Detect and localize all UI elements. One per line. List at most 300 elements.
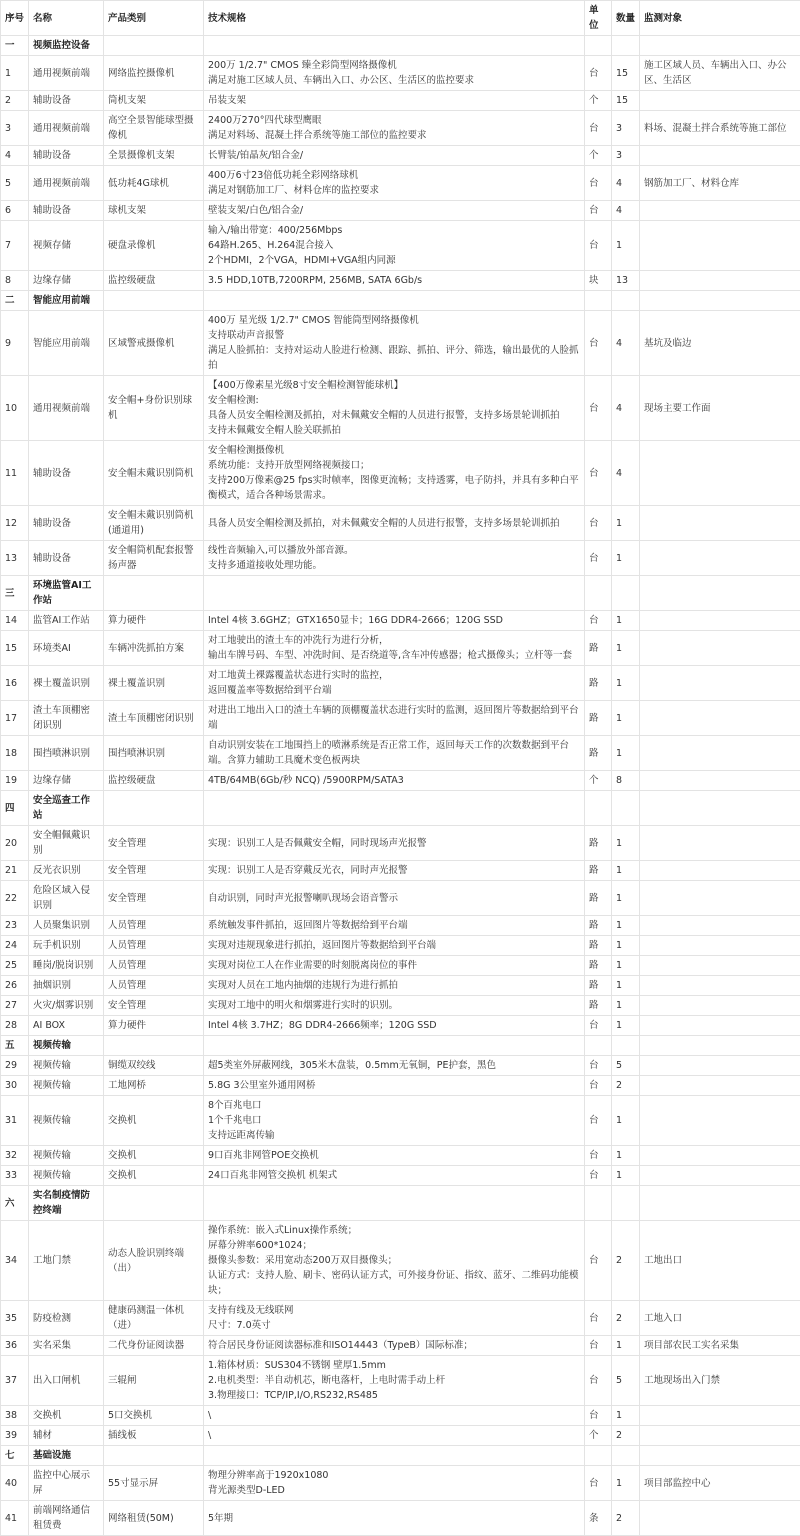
- item-unit: 路: [585, 666, 612, 701]
- spec-line: 摄像头参数：采用宽动态200万双目摄像头；: [208, 1253, 580, 1268]
- spec-line: 安全帽检测摄像机: [208, 443, 580, 458]
- item-category: 人员管理: [104, 956, 204, 976]
- table-row: [1, 1076, 800, 1096]
- item-name: 通用视频前端: [29, 56, 104, 91]
- item-name: 人员聚集识别: [29, 916, 104, 936]
- table-row: [1, 1146, 800, 1166]
- item-quantity: 3: [612, 111, 640, 146]
- item-unit: 台: [585, 506, 612, 541]
- section-number: 三: [1, 576, 29, 611]
- item-name: 渣土车顶棚密闭识别: [29, 701, 104, 736]
- item-quantity: 1: [612, 541, 640, 576]
- item-monitoring-target: [640, 861, 800, 881]
- item-unit: 台: [585, 111, 612, 146]
- table-row: [1, 736, 800, 771]
- item-number: 40: [1, 1466, 29, 1501]
- item-name: 通用视频前端: [29, 166, 104, 201]
- header-name: 名称: [29, 1, 104, 36]
- item-unit: 台: [585, 441, 612, 506]
- item-monitoring-target: 施工区域人员、车辆出入口、办公区、生活区: [640, 56, 800, 91]
- spec-line: 满足对料场、混凝土拌合系统等施工部位的监控要求: [208, 128, 580, 143]
- spec-line: 3.5 HDD,10TB,7200RPM, 256MB, SATA 6Gb/s: [208, 273, 580, 288]
- item-number: 27: [1, 996, 29, 1016]
- empty-cell: [204, 1036, 585, 1056]
- item-number: 1: [1, 56, 29, 91]
- item-spec: [204, 1301, 585, 1336]
- spec-line: 屏幕分辨率600*1024；: [208, 1238, 580, 1253]
- item-monitoring-target: [640, 771, 800, 791]
- item-quantity: 1: [612, 631, 640, 666]
- item-spec: [204, 701, 585, 736]
- table-row: [1, 976, 800, 996]
- item-spec: [204, 611, 585, 631]
- item-name: 睡岗/脱岗识别: [29, 956, 104, 976]
- item-category: 球机支架: [104, 201, 204, 221]
- section-title: 基础设施: [29, 1446, 104, 1466]
- item-number: 12: [1, 506, 29, 541]
- item-monitoring-target: [640, 1096, 800, 1146]
- item-name: 防疫检测: [29, 1301, 104, 1336]
- item-category: 健康码测温一体机（进）: [104, 1301, 204, 1336]
- empty-cell: [585, 291, 612, 311]
- spec-line: 长臂装/铂晶灰/铝合金/: [208, 148, 580, 163]
- item-number: 32: [1, 1146, 29, 1166]
- item-number: 38: [1, 1406, 29, 1426]
- item-category: 监控级硬盘: [104, 771, 204, 791]
- item-number: 5: [1, 166, 29, 201]
- item-number: 33: [1, 1166, 29, 1186]
- item-quantity: 4: [612, 441, 640, 506]
- item-unit: 台: [585, 376, 612, 441]
- spec-line: 对工地黄土裸露覆盖状态进行实时的监控，: [208, 668, 580, 683]
- item-category: 安全管理: [104, 996, 204, 1016]
- table-row: [1, 91, 800, 111]
- header-category: 产品类别: [104, 1, 204, 36]
- item-spec: [204, 56, 585, 91]
- item-category: 算力硬件: [104, 1016, 204, 1036]
- item-category: 安全管理: [104, 826, 204, 861]
- item-quantity: 5: [612, 1356, 640, 1406]
- item-name: 监控中心展示屏: [29, 1466, 104, 1501]
- section-number: 一: [1, 36, 29, 56]
- item-quantity: 15: [612, 56, 640, 91]
- table-header-row: [1, 1, 800, 36]
- spec-line: 支持联动声音报警: [208, 328, 580, 343]
- item-quantity: 15: [612, 91, 640, 111]
- item-number: 24: [1, 936, 29, 956]
- table-row: [1, 996, 800, 1016]
- item-unit: 路: [585, 736, 612, 771]
- table-row: [1, 1466, 800, 1501]
- empty-cell: [585, 791, 612, 826]
- item-unit: 路: [585, 701, 612, 736]
- empty-cell: [612, 291, 640, 311]
- spec-line: 具备人员安全帽检测及抓拍，对未佩戴安全帽的人员进行报警，支持多场景轮训抓拍: [208, 516, 580, 531]
- empty-cell: [104, 1036, 204, 1056]
- spec-line: 线性音频输入,可以播放外部音源。: [208, 543, 580, 558]
- item-category: 动态人脸识别终端（出）: [104, 1221, 204, 1301]
- spec-line: 4TB/64MB(6Gb/秒 NCQ) /5900RPM/SATA3: [208, 773, 580, 788]
- item-quantity: 3: [612, 146, 640, 166]
- item-name: 抽烟识别: [29, 976, 104, 996]
- item-name: 出入口闸机: [29, 1356, 104, 1406]
- item-name: 边缘存储: [29, 271, 104, 291]
- item-spec: [204, 376, 585, 441]
- item-unit: 个: [585, 1426, 612, 1446]
- item-number: 41: [1, 1501, 29, 1536]
- item-unit: 台: [585, 1096, 612, 1146]
- item-name: 通用视频前端: [29, 111, 104, 146]
- item-quantity: 1: [612, 1466, 640, 1501]
- section-row: [1, 1186, 800, 1221]
- spec-line: Intel 4核 3.6GHZ；GTX1650显卡；16G DDR4-2666；120G SSD: [208, 613, 580, 628]
- item-unit: 台: [585, 311, 612, 376]
- spec-line: 自动识别安装在工地围挡上的喷淋系统是否正常工作，返回每天工作的次数数据到平台端。含算力辅助工具魔术变色板两块: [208, 738, 580, 768]
- table-body: [1, 36, 800, 1536]
- spec-line: 具备人员安全帽检测及抓拍，对未佩戴安全帽的人员进行报警，支持多场景轮训抓拍: [208, 408, 580, 423]
- table-row: [1, 1301, 800, 1336]
- empty-cell: [104, 1446, 204, 1466]
- table-row: [1, 146, 800, 166]
- item-number: 19: [1, 771, 29, 791]
- item-monitoring-target: [640, 881, 800, 916]
- section-title: 安全巡查工作站: [29, 791, 104, 826]
- spec-line: 【400万像素星光级8寸安全帽检测智能球机】: [208, 378, 580, 393]
- item-number: 7: [1, 221, 29, 271]
- item-quantity: 1: [612, 666, 640, 701]
- item-name: 危险区域入侵识别: [29, 881, 104, 916]
- item-number: 35: [1, 1301, 29, 1336]
- item-quantity: 2: [612, 1301, 640, 1336]
- table-row: [1, 1096, 800, 1146]
- item-name: 火灾/烟雾识别: [29, 996, 104, 1016]
- empty-cell: [585, 576, 612, 611]
- item-quantity: 2: [612, 1501, 640, 1536]
- table-row: [1, 1501, 800, 1536]
- item-name: 辅助设备: [29, 201, 104, 221]
- item-monitoring-target: [640, 1056, 800, 1076]
- item-name: 辅助设备: [29, 91, 104, 111]
- spec-line: 满足对施工区域人员、车辆出入口、办公区、生活区的监控要求: [208, 73, 580, 88]
- table-row: [1, 1221, 800, 1301]
- spec-line: 支持远距离传输: [208, 1128, 580, 1143]
- item-number: 36: [1, 1336, 29, 1356]
- item-monitoring-target: 工地出口: [640, 1221, 800, 1301]
- table-row: [1, 1016, 800, 1036]
- item-monitoring-target: [640, 271, 800, 291]
- spec-line: \: [208, 1408, 580, 1423]
- item-spec: [204, 541, 585, 576]
- item-quantity: 1: [612, 1166, 640, 1186]
- item-quantity: 1: [612, 1336, 640, 1356]
- item-spec: [204, 826, 585, 861]
- item-quantity: 4: [612, 311, 640, 376]
- spec-line: 壁装支架/白色/铝合金/: [208, 203, 580, 218]
- item-monitoring-target: [640, 826, 800, 861]
- empty-cell: [204, 576, 585, 611]
- item-spec: [204, 936, 585, 956]
- table-row: [1, 956, 800, 976]
- item-number: 6: [1, 201, 29, 221]
- item-number: 25: [1, 956, 29, 976]
- item-monitoring-target: 项目部监控中心: [640, 1466, 800, 1501]
- item-quantity: 1: [612, 701, 640, 736]
- item-category: 交换机: [104, 1096, 204, 1146]
- table-row: [1, 826, 800, 861]
- item-spec: [204, 91, 585, 111]
- empty-cell: [640, 576, 800, 611]
- item-quantity: 2: [612, 1426, 640, 1446]
- spec-line: 超5类室外屏蔽网线，305米木盘装，0.5mm无氧铜，PE护套，黑色: [208, 1058, 580, 1073]
- item-quantity: 1: [612, 826, 640, 861]
- item-spec: [204, 1356, 585, 1406]
- item-unit: 块: [585, 271, 612, 291]
- item-monitoring-target: [640, 541, 800, 576]
- section-number: 六: [1, 1186, 29, 1221]
- item-spec: [204, 771, 585, 791]
- table-row: [1, 861, 800, 881]
- spec-line: 5年期: [208, 1511, 580, 1526]
- section-title: 视频传输: [29, 1036, 104, 1056]
- item-unit: 台: [585, 541, 612, 576]
- item-category: 工地网桥: [104, 1076, 204, 1096]
- spec-line: 系统功能：支持开放型网络视频接口；: [208, 458, 580, 473]
- item-category: 插线板: [104, 1426, 204, 1446]
- spec-line: 400万6寸23倍低功耗全彩网络球机: [208, 168, 580, 183]
- item-name: 辅助设备: [29, 506, 104, 541]
- spec-line: 实现：识别工人是否佩戴安全帽，同时现场声光报警: [208, 836, 580, 851]
- section-row: [1, 291, 800, 311]
- item-quantity: 2: [612, 1221, 640, 1301]
- spec-line: 200万 1/2.7" CMOS 臻全彩筒型网络摄像机: [208, 58, 580, 73]
- header-target: 监测对象: [640, 1, 800, 36]
- spec-line: 返回覆盖率等数据给到平台端: [208, 683, 580, 698]
- item-number: 20: [1, 826, 29, 861]
- table-row: [1, 541, 800, 576]
- spec-line: 支持未佩戴安全帽人脸关联抓拍: [208, 423, 580, 438]
- item-category: 三辊闸: [104, 1356, 204, 1406]
- item-number: 22: [1, 881, 29, 916]
- spec-line: 支持200万像素@25 fps实时帧率，图像更流畅；支持透雾，电子防抖，并具有多种白平衡模式，适合各种场景需求。: [208, 473, 580, 503]
- spec-line: 实现对工地中的明火和烟雾进行实时的识别。: [208, 998, 580, 1013]
- item-category: 安全帽+身份识别球机: [104, 376, 204, 441]
- header-qty: 数量: [612, 1, 640, 36]
- table-row: [1, 1056, 800, 1076]
- item-spec: [204, 166, 585, 201]
- item-spec: [204, 146, 585, 166]
- item-unit: 台: [585, 1166, 612, 1186]
- item-name: 监管AI工作站: [29, 611, 104, 631]
- item-quantity: 1: [612, 881, 640, 916]
- item-name: 环境类AI: [29, 631, 104, 666]
- item-quantity: 1: [612, 611, 640, 631]
- item-unit: 个: [585, 146, 612, 166]
- table-row: [1, 56, 800, 91]
- empty-cell: [612, 1186, 640, 1221]
- item-unit: 台: [585, 1221, 612, 1301]
- item-name: AI BOX: [29, 1016, 104, 1036]
- spec-line: Intel 4核 3.7HZ；8G DDR4-2666频率；120G SSD: [208, 1018, 580, 1033]
- spec-line: 实现对违规现象进行抓拍，返回图片等数据给到平台端: [208, 938, 580, 953]
- item-number: 21: [1, 861, 29, 881]
- item-unit: 个: [585, 771, 612, 791]
- item-unit: 路: [585, 916, 612, 936]
- item-name: 边缘存储: [29, 771, 104, 791]
- section-number: 二: [1, 291, 29, 311]
- item-category: 交换机: [104, 1166, 204, 1186]
- item-category: 安全帽筒机配套报警扬声器: [104, 541, 204, 576]
- item-monitoring-target: [640, 666, 800, 701]
- section-row: [1, 1036, 800, 1056]
- empty-cell: [204, 1186, 585, 1221]
- item-name: 交换机: [29, 1406, 104, 1426]
- spec-line: 实现对人员在工地内抽烟的违规行为进行抓拍: [208, 978, 580, 993]
- section-row: [1, 791, 800, 826]
- empty-cell: [204, 36, 585, 56]
- item-number: 14: [1, 611, 29, 631]
- spec-line: 9口百兆非网管POE交换机: [208, 1148, 580, 1163]
- item-spec: [204, 1406, 585, 1426]
- spec-line: 2个HDMI，2个VGA，HDMI+VGA组内同源: [208, 253, 580, 268]
- item-spec: [204, 881, 585, 916]
- table-row: [1, 1426, 800, 1446]
- table-row: [1, 701, 800, 736]
- item-spec: [204, 111, 585, 146]
- item-quantity: 8: [612, 771, 640, 791]
- item-number: 3: [1, 111, 29, 146]
- item-unit: 台: [585, 1336, 612, 1356]
- spec-line: 2.电机类型：半自动机芯，断电落杆，上电时需手动上杆: [208, 1373, 580, 1388]
- item-unit: 路: [585, 936, 612, 956]
- item-category: 安全帽未戴识别筒机: [104, 441, 204, 506]
- item-category: 安全管理: [104, 861, 204, 881]
- item-name: 视频传输: [29, 1076, 104, 1096]
- item-monitoring-target: [640, 736, 800, 771]
- item-category: 人员管理: [104, 976, 204, 996]
- item-name: 裸土覆盖识别: [29, 666, 104, 701]
- section-row: [1, 36, 800, 56]
- item-spec: [204, 1146, 585, 1166]
- item-category: 铜缆双绞线: [104, 1056, 204, 1076]
- item-monitoring-target: [640, 221, 800, 271]
- table-row: [1, 1166, 800, 1186]
- spec-line: 8个百兆电口: [208, 1098, 580, 1113]
- item-monitoring-target: [640, 611, 800, 631]
- empty-cell: [640, 1036, 800, 1056]
- table-row: [1, 1356, 800, 1406]
- item-spec: [204, 311, 585, 376]
- item-name: 反光衣识别: [29, 861, 104, 881]
- item-monitoring-target: [640, 146, 800, 166]
- table-row: [1, 166, 800, 201]
- item-name: 工地门禁: [29, 1221, 104, 1301]
- item-monitoring-target: [640, 996, 800, 1016]
- table-row: [1, 221, 800, 271]
- item-unit: 台: [585, 1301, 612, 1336]
- item-unit: 路: [585, 996, 612, 1016]
- section-title: 环境监管AI工作站: [29, 576, 104, 611]
- empty-cell: [640, 1446, 800, 1466]
- table-row: [1, 376, 800, 441]
- item-unit: 台: [585, 1466, 612, 1501]
- item-monitoring-target: [640, 701, 800, 736]
- table-row: [1, 666, 800, 701]
- item-monitoring-target: [640, 1406, 800, 1426]
- section-title: 智能应用前端: [29, 291, 104, 311]
- item-category: 监控级硬盘: [104, 271, 204, 291]
- empty-cell: [204, 791, 585, 826]
- item-name: 辅材: [29, 1426, 104, 1446]
- empty-cell: [104, 291, 204, 311]
- empty-cell: [204, 291, 585, 311]
- item-spec: [204, 996, 585, 1016]
- table-row: [1, 936, 800, 956]
- section-title: 实名制疫情防控终端: [29, 1186, 104, 1221]
- spec-line: 支持多通道接收处理功能。: [208, 558, 580, 573]
- item-number: 10: [1, 376, 29, 441]
- table-row: [1, 881, 800, 916]
- item-spec: [204, 1426, 585, 1446]
- item-number: 34: [1, 1221, 29, 1301]
- item-quantity: 1: [612, 1016, 640, 1036]
- item-quantity: 1: [612, 736, 640, 771]
- spec-line: 1个千兆电口: [208, 1113, 580, 1128]
- table-row: [1, 201, 800, 221]
- item-quantity: 13: [612, 271, 640, 291]
- item-number: 11: [1, 441, 29, 506]
- item-monitoring-target: [640, 916, 800, 936]
- item-number: 23: [1, 916, 29, 936]
- empty-cell: [104, 36, 204, 56]
- item-monitoring-target: [640, 936, 800, 956]
- spec-line: 尺寸：7.0英寸: [208, 1318, 580, 1333]
- item-number: 28: [1, 1016, 29, 1036]
- table-row: [1, 506, 800, 541]
- item-monitoring-target: [640, 976, 800, 996]
- empty-cell: [104, 576, 204, 611]
- item-quantity: 1: [612, 506, 640, 541]
- item-category: 高空全景智能球型摄像机: [104, 111, 204, 146]
- item-spec: [204, 201, 585, 221]
- item-monitoring-target: [640, 631, 800, 666]
- item-number: 29: [1, 1056, 29, 1076]
- item-spec: [204, 976, 585, 996]
- empty-cell: [104, 1186, 204, 1221]
- spec-line: 3.物理接口：TCP/IP,I/O,RS232,RS485: [208, 1388, 580, 1403]
- table-row: [1, 271, 800, 291]
- table-row: [1, 771, 800, 791]
- spec-line: 64路H.265、H.264混合接入: [208, 238, 580, 253]
- item-monitoring-target: 现场主要工作面: [640, 376, 800, 441]
- item-category: 低功耗4G球机: [104, 166, 204, 201]
- item-quantity: 1: [612, 936, 640, 956]
- item-unit: 台: [585, 1056, 612, 1076]
- item-monitoring-target: 项目部农民工实名采集: [640, 1336, 800, 1356]
- empty-cell: [612, 1036, 640, 1056]
- item-monitoring-target: [640, 1016, 800, 1036]
- spec-line: 1.箱体材质：SUS304不锈钢 壁厚1.5mm: [208, 1358, 580, 1373]
- empty-cell: [640, 291, 800, 311]
- empty-cell: [612, 576, 640, 611]
- item-monitoring-target: [640, 1146, 800, 1166]
- item-unit: 路: [585, 956, 612, 976]
- item-category: 安全管理: [104, 881, 204, 916]
- spec-line: 系统触发事件抓拍，返回图片等数据给到平台端: [208, 918, 580, 933]
- spec-line: 24口百兆非网管交换机 机架式: [208, 1168, 580, 1183]
- header-no: 序号: [1, 1, 29, 36]
- empty-cell: [612, 36, 640, 56]
- item-number: 37: [1, 1356, 29, 1406]
